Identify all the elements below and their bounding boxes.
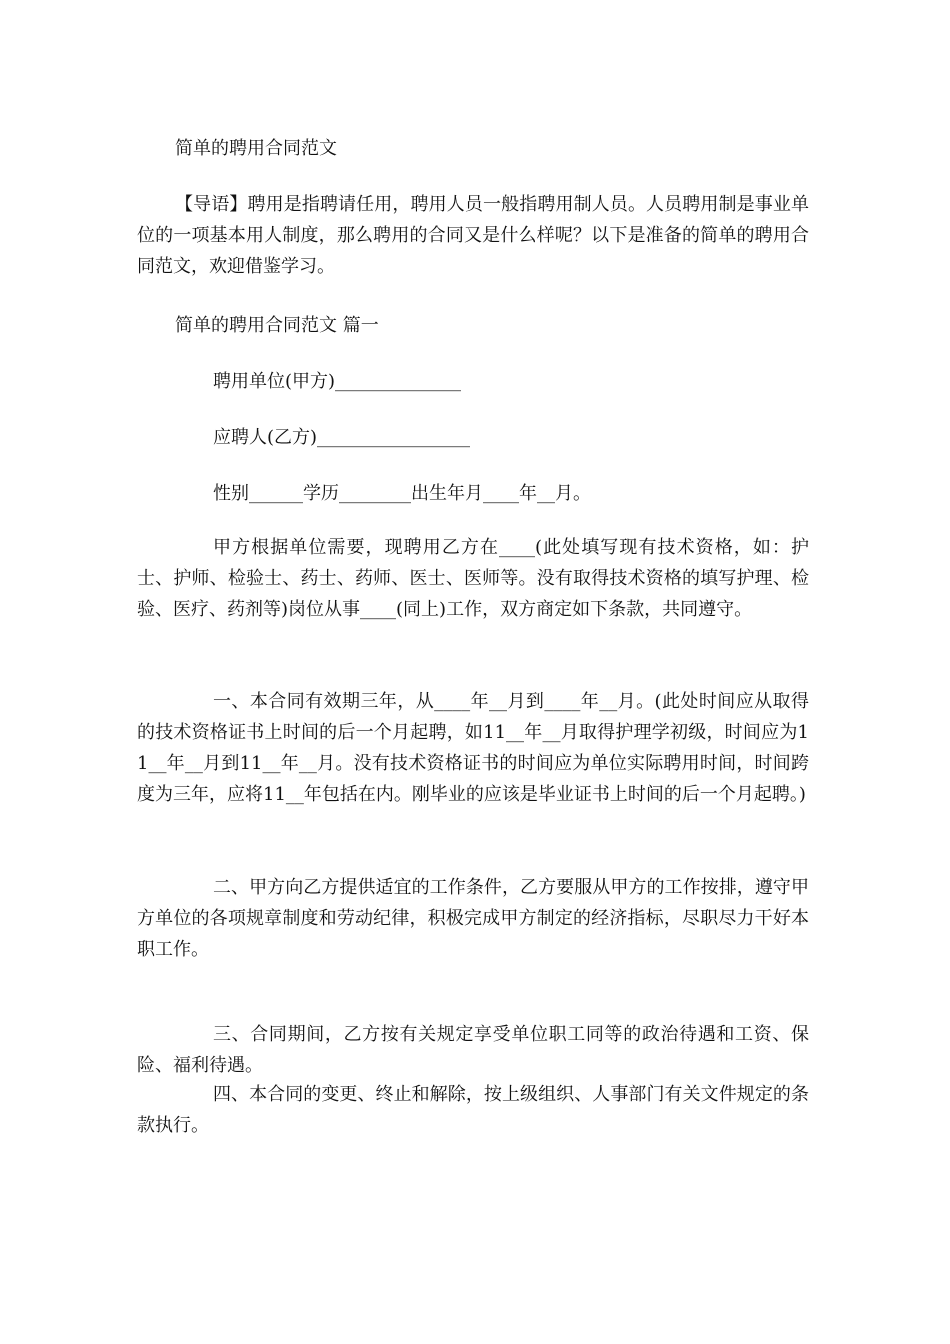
personal-details-field: 性别______学历________出生年月____年__月。 (213, 483, 591, 504)
preamble-paragraph: 甲方根据单位需要，现聘用乙方在____(此处填写现有技术资格，如：护士、护师、检验士、药士、药师、医士、医师等。没有取得技术资格的填写护理、检验、医疗、药剂等)岗位从事____(同上)工作，双方商定如下条款，共同遵守。 (137, 537, 809, 620)
employer-field: 聘用单位(甲方)______________ (213, 371, 462, 392)
employee-field: 应聘人(乙方)_________________ (213, 427, 471, 448)
clause-2: 二、甲方向乙方提供适宜的工作条件，乙方要服从甲方的工作按排，遵守甲方单位的各项规章制度和劳动纪律，积极完成甲方制定的经济指标，尽职尽力干好本职工作。 (137, 877, 809, 960)
clause-3: 三、合同期间，乙方按有关规定享受单位职工同等的政治待遇和工资、保险、福利待遇。 (137, 1024, 809, 1076)
clause-1: 一、本合同有效期三年，从____年__月到____年__月。(此处时间应从取得的技术资格证书上时间的后一个月起聘，如11__年__月取得护理学初级，时间应为11__年__月到11__年__月。没有技术资格证书的时间应为单位实际聘用时间，时间跨度为三年，应将11__年包括在内。刚毕业的应该是毕业证书上时间的后一个月起聘。) (137, 691, 809, 805)
intro-paragraph: 【导语】聘用是指聘请任用，聘用人员一般指聘用制人员。人员聘用制是事业单位的一项基本用人制度，那么聘用的合同又是什么样呢？以下是准备的简单的聘用合同范文，欢迎借鉴学习。 (137, 194, 809, 277)
document-title: 简单的聘用合同范文 (175, 138, 337, 159)
clause-4: 四、本合同的变更、终止和解除，按上级组织、人事部门有关文件规定的条款执行。 (137, 1084, 809, 1136)
section-title: 简单的聘用合同范文 篇一 (175, 315, 379, 336)
